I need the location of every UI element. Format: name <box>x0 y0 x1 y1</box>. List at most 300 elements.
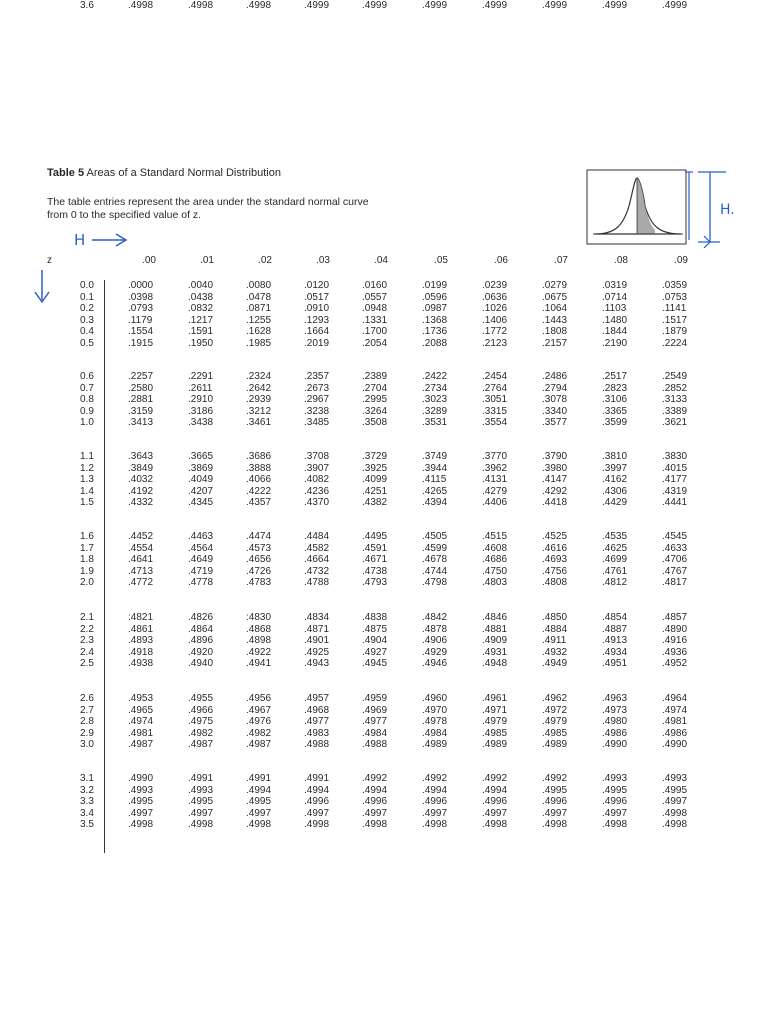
area-cell: .4515 <box>482 531 508 542</box>
area-cell: .4998 <box>128 0 154 11</box>
area-cell: .4968 <box>304 704 330 716</box>
area-cell: .2580 <box>128 382 154 394</box>
area-cell: .4996 <box>542 796 568 807</box>
area-cell: .4964 <box>662 693 688 704</box>
area-cell: .3888 <box>246 462 272 474</box>
area-cell: .1808 <box>542 326 568 337</box>
area-cell: .1915 <box>128 337 154 349</box>
area-cell: .4452 <box>128 531 154 542</box>
area-cell: .4940 <box>188 658 214 669</box>
area-cell: .4998 <box>422 819 448 830</box>
z-value: 1.0 <box>80 417 94 428</box>
area-cell: .4236 <box>304 485 330 497</box>
area-cell: .4916 <box>662 635 688 646</box>
table-row <box>0 819 768 830</box>
table-row <box>0 554 768 565</box>
area-cell: .1879 <box>662 326 688 337</box>
area-cell: .0910 <box>304 303 330 314</box>
area-cell: .4980 <box>602 716 628 727</box>
area-cell: .4842 <box>422 612 448 623</box>
table-number: Table 5 <box>47 167 85 179</box>
table-row <box>0 808 768 819</box>
area-cell: .2642 <box>246 382 272 394</box>
area-cell: .4988 <box>304 739 330 750</box>
area-cell: .1480 <box>602 314 628 326</box>
z-value: 2.6 <box>80 693 94 704</box>
z-value: 0.5 <box>80 337 94 349</box>
area-cell: .4564 <box>188 542 214 554</box>
area-cell: .4678 <box>422 554 448 565</box>
area-cell: .4332 <box>128 497 154 508</box>
area-cell: .4582 <box>304 542 330 554</box>
area-cell: .4750 <box>482 565 508 577</box>
z-value: 1.5 <box>80 497 94 508</box>
area-cell: .4147 <box>542 474 568 485</box>
area-cell: .4706 <box>662 554 688 565</box>
area-cell: .4893 <box>128 635 154 646</box>
table-row <box>0 739 768 750</box>
area-cell: .4997 <box>542 807 568 819</box>
column-header: .01 <box>200 255 214 266</box>
area-cell: .4945 <box>362 658 388 669</box>
table-row <box>0 383 768 394</box>
area-cell: .0120 <box>304 280 330 291</box>
area-cell: .3078 <box>542 394 568 405</box>
area-cell: .4983 <box>304 727 330 739</box>
area-cell: .4999 <box>304 0 330 11</box>
area-cell: .4969 <box>362 704 388 716</box>
area-cell: .3461 <box>246 417 272 428</box>
area-cell: .4962 <box>542 693 568 704</box>
area-cell: .3159 <box>128 405 154 417</box>
area-cell: .4997 <box>482 807 508 819</box>
z-value: 2.2 <box>80 623 94 635</box>
area-cell: .3708 <box>304 451 330 462</box>
table-row <box>0 705 768 716</box>
area-cell: .0793 <box>128 303 154 314</box>
area-cell: .2019 <box>304 337 330 349</box>
area-cell: .0319 <box>602 280 628 291</box>
area-cell: .4995 <box>128 796 154 807</box>
area-cell: .3186 <box>188 405 214 417</box>
area-cell: .2123 <box>482 337 508 349</box>
area-cell: .2054 <box>362 337 388 349</box>
area-cell: .0714 <box>602 291 628 303</box>
column-header: .04 <box>374 255 388 266</box>
area-cell: .2291 <box>188 371 214 382</box>
area-cell: .4977 <box>304 716 330 727</box>
area-cell: .2704 <box>362 382 388 394</box>
table-row <box>0 635 768 646</box>
area-cell: .2486 <box>542 371 568 382</box>
area-cell: .4778 <box>188 577 214 588</box>
area-cell: .4997 <box>188 807 214 819</box>
area-cell: .4997 <box>662 796 688 807</box>
handwritten-h-arrow <box>70 226 140 256</box>
area-cell: .0359 <box>662 280 688 291</box>
area-cell: .4922 <box>246 646 272 658</box>
area-cell: .4998 <box>662 819 688 830</box>
column-header: .05 <box>434 255 448 266</box>
z-value: 0.9 <box>80 405 94 417</box>
area-cell: .1772 <box>482 326 508 337</box>
area-cell: .2190 <box>602 337 628 349</box>
area-cell: .4279 <box>482 485 508 497</box>
area-cell: .4616 <box>542 542 568 554</box>
area-cell: .4986 <box>662 727 688 739</box>
area-cell: .0199 <box>422 280 448 291</box>
area-cell: .4719 <box>188 565 214 577</box>
z-value: 2.1 <box>80 612 94 623</box>
area-cell: .2324 <box>246 371 272 382</box>
area-cell: .4975 <box>188 716 214 727</box>
area-cell: .4925 <box>304 646 330 658</box>
area-cell: .2611 <box>188 382 213 394</box>
area-cell: .4808 <box>542 577 568 588</box>
table-row <box>0 543 768 554</box>
column-header: .02 <box>258 255 272 266</box>
area-cell: .4162 <box>602 474 628 485</box>
area-cell: .4838 <box>362 612 388 623</box>
area-cell: .4998 <box>246 819 272 830</box>
area-cell: .4997 <box>304 807 330 819</box>
area-cell: .4664 <box>304 554 330 565</box>
area-cell: .2910 <box>188 394 214 405</box>
area-cell: .4998 <box>362 819 388 830</box>
area-cell: .4608 <box>482 542 508 554</box>
area-cell: .4985 <box>482 727 508 739</box>
table-row <box>0 280 768 291</box>
area-cell: .4982 <box>246 727 272 739</box>
area-cell: .4826 <box>188 612 214 623</box>
area-cell: .2939 <box>246 394 272 405</box>
area-cell: .4977 <box>362 716 388 727</box>
area-cell: .4979 <box>542 716 568 727</box>
table-row <box>0 497 768 508</box>
area-cell: .4920 <box>188 646 214 658</box>
area-cell: .4943 <box>304 658 330 669</box>
area-cell: .0987 <box>422 303 448 314</box>
column-headers <box>0 255 768 269</box>
area-cell: .4985 <box>542 727 568 739</box>
table-title-text: Areas of a Standard Normal Distribution <box>84 167 281 179</box>
area-cell: .4997 <box>246 807 272 819</box>
z-value: 3.1 <box>80 773 94 784</box>
table-row <box>0 463 768 474</box>
area-cell: .1664 <box>304 326 330 337</box>
area-cell: .4713 <box>128 565 154 577</box>
area-cell: .0438 <box>188 291 214 303</box>
area-cell: .4099 <box>362 474 388 485</box>
area-cell: .3643 <box>128 451 154 462</box>
area-cell: .4987 <box>128 739 154 750</box>
area-cell: .4906 <box>422 635 448 646</box>
area-cell: .3051 <box>482 394 508 405</box>
area-cell: .4207 <box>188 485 214 497</box>
area-cell: .1331 <box>362 314 388 326</box>
area-cell: .4545 <box>662 531 688 542</box>
area-cell: .4998 <box>128 819 154 830</box>
area-cell: .4878 <box>422 623 448 635</box>
area-cell: .4505 <box>422 531 448 542</box>
area-cell: .4772 <box>128 577 154 588</box>
table-row <box>0 486 768 497</box>
area-cell: .4881 <box>482 623 508 635</box>
area-cell: .3810 <box>602 451 628 462</box>
area-cell: .4965 <box>128 704 154 716</box>
area-cell: .4953 <box>128 693 154 704</box>
area-cell: .4963 <box>602 693 628 704</box>
area-cell: .4909 <box>482 635 508 646</box>
column-header: .06 <box>494 255 508 266</box>
area-cell: .2852 <box>662 382 688 394</box>
area-cell: .4474 <box>246 531 272 542</box>
z-value: 0.7 <box>80 382 94 394</box>
area-cell: .4115 <box>422 474 447 485</box>
area-cell: .3212 <box>246 405 272 417</box>
area-cell: .4998 <box>482 819 508 830</box>
area-cell: .3686 <box>246 451 272 462</box>
area-cell: .0871 <box>246 303 272 314</box>
area-cell: .1141 <box>662 303 687 314</box>
area-cell: .4984 <box>422 727 448 739</box>
area-cell: .1026 <box>482 303 508 314</box>
area-cell: .3508 <box>362 417 388 428</box>
area-cell: .4999 <box>422 0 448 11</box>
area-cell: .4525 <box>542 531 568 542</box>
area-cell: .4495 <box>362 531 388 542</box>
area-cell: .4999 <box>542 0 568 11</box>
area-cell: .1628 <box>246 326 272 337</box>
z-value: 1.2 <box>80 462 94 474</box>
area-cell: .3665 <box>188 451 214 462</box>
area-cell: .4989 <box>542 739 568 750</box>
area-cell: .4429 <box>602 497 628 508</box>
area-cell: .2224 <box>662 337 688 349</box>
table-row <box>0 0 768 11</box>
area-cell: .4671 <box>362 554 388 565</box>
area-cell: .4793 <box>362 577 388 588</box>
column-header: .08 <box>614 255 628 266</box>
area-cell: .1554 <box>128 326 154 337</box>
area-cell: .4948 <box>482 658 508 669</box>
area-cell: .4993 <box>662 773 688 784</box>
area-cell: .3340 <box>542 405 568 417</box>
area-cell: .3749 <box>422 451 448 462</box>
z-value: 2.5 <box>80 658 94 669</box>
z-value: 0.3 <box>80 314 94 326</box>
area-cell: .4999 <box>362 0 388 11</box>
area-cell: .4857 <box>662 612 688 623</box>
area-cell: .1293 <box>304 314 330 326</box>
area-cell: .3531 <box>422 417 448 428</box>
column-header: .03 <box>316 255 330 266</box>
area-cell: .1406 <box>482 314 508 326</box>
handwritten-h-letter: H <box>74 231 86 249</box>
area-cell: .4989 <box>422 739 448 750</box>
area-cell: .4222 <box>246 485 272 497</box>
area-cell: .2764 <box>482 382 508 394</box>
area-cell: .4996 <box>482 796 508 807</box>
area-cell: .4927 <box>362 646 388 658</box>
area-cell: .4798 <box>422 577 448 588</box>
z-value: 2.7 <box>80 704 94 716</box>
area-cell: .4991 <box>304 773 330 784</box>
z-value: 1.7 <box>80 542 94 554</box>
table-row <box>0 658 768 669</box>
area-cell: .4884 <box>542 623 568 635</box>
area-cell: .4871 <box>304 623 330 635</box>
area-cell: .4967 <box>246 704 272 716</box>
table-row <box>0 647 768 658</box>
area-cell: .4319 <box>662 485 688 497</box>
table-row <box>0 406 768 417</box>
area-cell: .4993 <box>128 784 154 796</box>
area-cell: .4573 <box>246 542 272 554</box>
column-header: .09 <box>674 255 688 266</box>
area-cell: .3413 <box>128 417 154 428</box>
z-value: 1.3 <box>80 474 94 485</box>
area-cell: .4599 <box>422 542 448 554</box>
z-value: 3.6 <box>80 0 94 11</box>
area-cell: .4994 <box>362 784 388 796</box>
area-cell: .2517 <box>602 371 628 382</box>
area-cell: .0557 <box>362 291 388 303</box>
area-cell: .4952 <box>662 658 688 669</box>
area-cell: .4817 <box>662 577 688 588</box>
area-cell: .3907 <box>304 462 330 474</box>
column-header: .00 <box>142 255 156 266</box>
area-cell: .4981 <box>128 727 154 739</box>
area-cell: .4949 <box>542 658 568 669</box>
area-cell: .1443 <box>542 314 568 326</box>
area-cell: .4738 <box>362 565 388 577</box>
area-cell: .3365 <box>602 405 628 417</box>
area-cell: .3485 <box>304 417 330 428</box>
area-cell: .4591 <box>362 542 388 554</box>
area-cell: .4418 <box>542 497 568 508</box>
table-row <box>0 773 768 784</box>
area-cell: .4896 <box>188 635 214 646</box>
area-cell: .4934 <box>602 646 628 658</box>
table-row <box>0 474 768 485</box>
area-cell: .1064 <box>542 303 568 314</box>
area-cell: .4982 <box>188 727 214 739</box>
z-value: 1.6 <box>80 531 94 542</box>
table-row <box>0 728 768 739</box>
area-cell: .4761 <box>602 565 628 577</box>
area-cell: .4812 <box>602 577 628 588</box>
area-cell: .4996 <box>602 796 628 807</box>
area-cell: .4957 <box>304 693 330 704</box>
area-cell: .4946 <box>422 658 448 669</box>
area-cell: .4991 <box>188 773 214 784</box>
table-row <box>0 612 768 623</box>
area-cell: .3554 <box>482 417 508 428</box>
area-cell: .4554 <box>128 542 154 554</box>
area-cell: .4992 <box>482 773 508 784</box>
area-cell: .1591 <box>188 326 214 337</box>
table-row <box>0 716 768 727</box>
z-value: 0.2 <box>80 303 94 314</box>
area-cell: .4484 <box>304 531 330 542</box>
area-cell: .4997 <box>128 807 154 819</box>
area-cell: .4990 <box>602 739 628 750</box>
area-cell: .4994 <box>482 784 508 796</box>
area-cell: .4951 <box>602 658 628 669</box>
area-cell: .1950 <box>188 337 214 349</box>
table-row <box>0 531 768 542</box>
area-cell: .0040 <box>188 280 214 291</box>
area-cell: .1844 <box>602 326 628 337</box>
area-cell: .4834 <box>304 612 330 623</box>
area-cell: .4995 <box>602 784 628 796</box>
area-cell: .4996 <box>422 796 448 807</box>
z-value: 2.8 <box>80 716 94 727</box>
area-cell: .4890 <box>662 623 688 635</box>
table-row <box>0 693 768 704</box>
area-cell: .4976 <box>246 716 272 727</box>
area-cell: .2995 <box>362 394 388 405</box>
area-cell: .3962 <box>482 462 508 474</box>
area-cell: .4987 <box>246 739 272 750</box>
area-cell: .4382 <box>362 497 388 508</box>
area-cell: .1255 <box>246 314 272 326</box>
area-cell: .4936 <box>662 646 688 658</box>
area-cell: .4994 <box>422 784 448 796</box>
table-row <box>0 417 768 428</box>
area-cell: .2881 <box>128 394 154 405</box>
area-cell: .4956 <box>246 693 272 704</box>
area-cell: .4994 <box>246 784 272 796</box>
area-cell: .4463 <box>188 531 214 542</box>
area-cell: :4821 <box>128 612 154 623</box>
area-cell: .4995 <box>246 796 272 807</box>
area-cell: .0596 <box>422 291 448 303</box>
table-row <box>0 371 768 382</box>
area-cell: .4049 <box>188 474 214 485</box>
z-value: 0.4 <box>80 326 94 337</box>
area-cell: .4931 <box>482 646 508 658</box>
area-cell: .0239 <box>482 280 508 291</box>
area-cell: .0478 <box>246 291 272 303</box>
area-cell: .4990 <box>662 739 688 750</box>
area-cell: .0948 <box>362 303 388 314</box>
area-cell: .4972 <box>542 704 568 716</box>
area-cell: .2257 <box>128 371 154 382</box>
table-title <box>47 167 281 179</box>
area-cell: .4441 <box>662 497 688 508</box>
area-cell: .3980 <box>542 462 568 474</box>
area-cell: .3770 <box>482 451 508 462</box>
area-cell: .0517 <box>304 291 330 303</box>
area-cell: .4913 <box>602 635 628 646</box>
area-cell: .4693 <box>542 554 568 565</box>
area-cell: .4995 <box>662 784 688 796</box>
area-cell: .1368 <box>422 314 448 326</box>
area-cell: .3238 <box>304 405 330 417</box>
area-cell: .4981 <box>662 716 688 727</box>
area-cell: .4783 <box>246 577 272 588</box>
area-cell: .0636 <box>482 291 508 303</box>
area-cell: .4864 <box>188 623 214 635</box>
area-cell: .4918 <box>128 646 154 658</box>
area-cell: .1985 <box>246 337 272 349</box>
area-cell: .1700 <box>362 326 388 337</box>
handwritten-h-side-letter: H. <box>720 202 735 218</box>
area-cell: .3790 <box>542 451 568 462</box>
area-cell: .1217 <box>188 314 214 326</box>
